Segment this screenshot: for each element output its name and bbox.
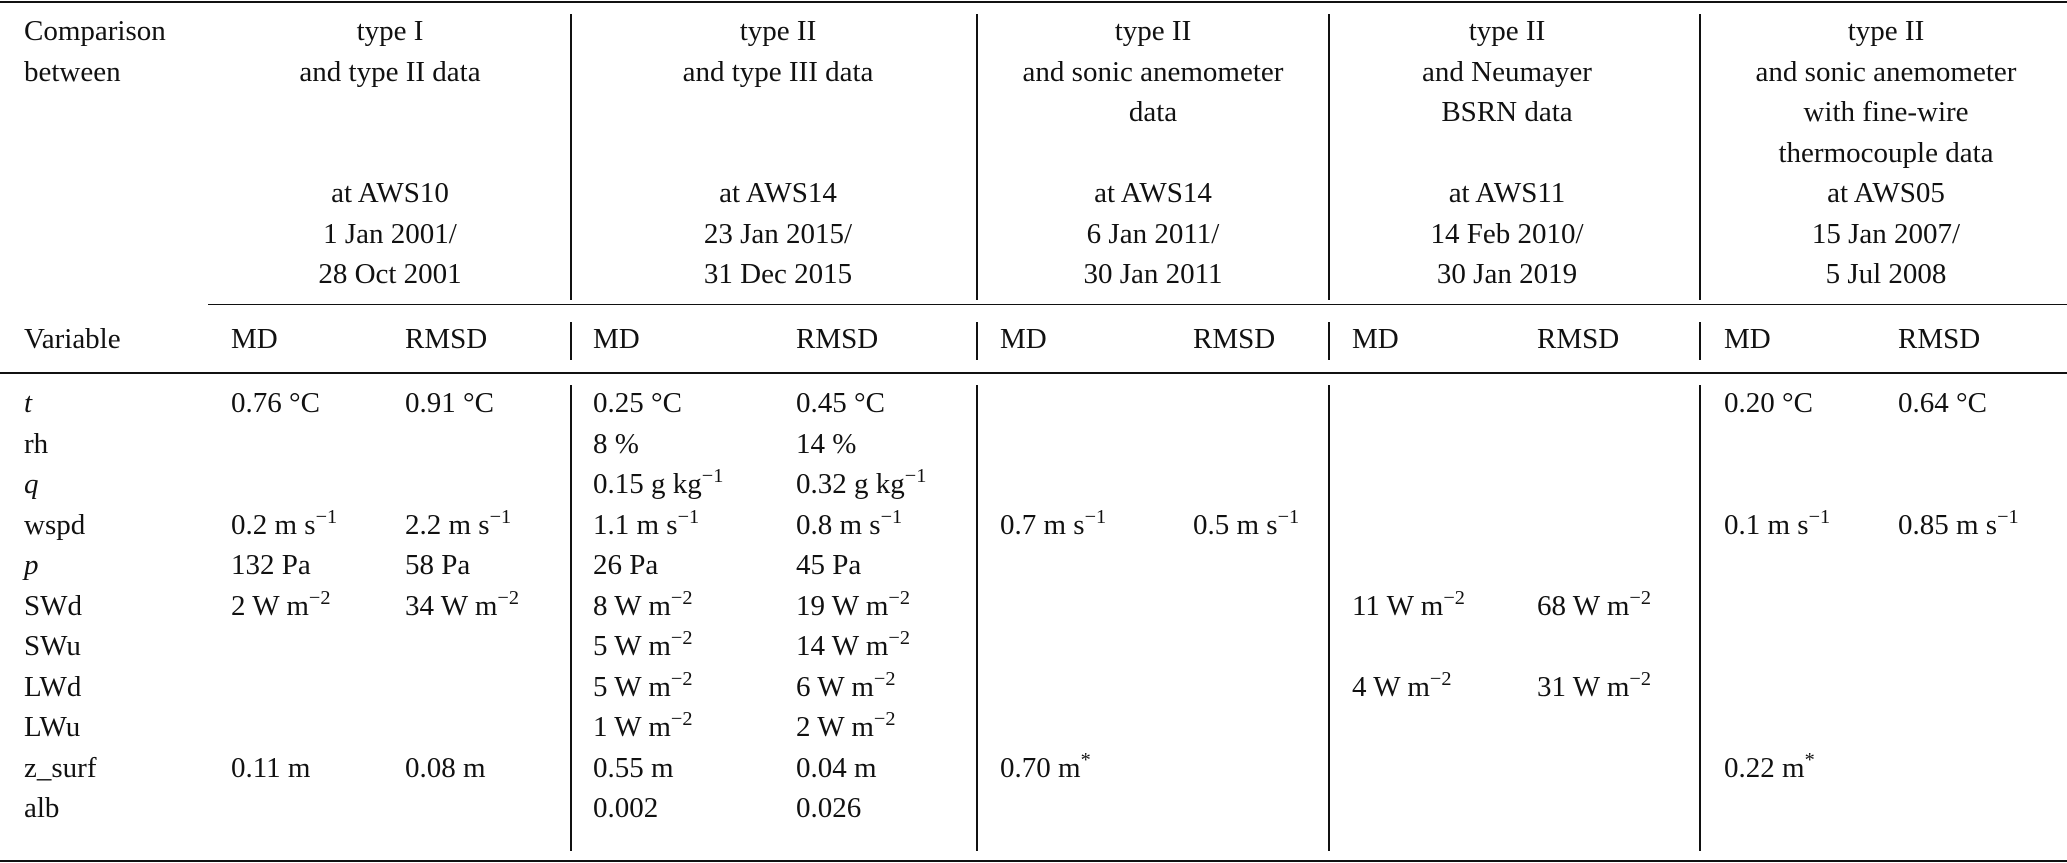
rmsd-value <box>1193 505 1299 546</box>
column-group-header <box>1686 11 2067 295</box>
md-value <box>593 464 723 505</box>
md-value <box>593 748 674 789</box>
md-column-header: MD <box>231 323 278 355</box>
value-superscript: −1 <box>880 505 903 528</box>
group-header-line: 1 Jan 2001/ <box>323 217 457 250</box>
variable-name: t <box>24 387 33 419</box>
column-separator <box>570 322 572 360</box>
group-header-line: data <box>1128 96 1178 128</box>
md-value <box>231 545 311 586</box>
md-value <box>231 383 320 424</box>
group-header-line: and Neumayer <box>1422 55 1592 88</box>
group-header-line: 31 Dec 2015 <box>703 258 853 290</box>
rmsd-value <box>1898 383 1987 424</box>
bottom-rule <box>0 860 2067 862</box>
rmsd-column-header: RMSD <box>1898 323 1981 355</box>
value-text: 45 Pa <box>796 549 862 581</box>
value-text: 1.1 m s <box>593 508 678 541</box>
value-text: 0.45 °C <box>796 387 885 419</box>
column-group-header <box>588 11 968 295</box>
value-text: 0.8 m s <box>796 508 881 541</box>
value-superscript: −2 <box>1443 586 1465 609</box>
md-column-header: MD <box>1724 323 1771 355</box>
rmsd-value <box>405 505 511 546</box>
rmsd-value <box>796 626 910 667</box>
group-header-line: at AWS05 <box>1827 177 1945 209</box>
group-header-line: type II <box>1847 15 1925 47</box>
group-header-line: 15 Jan 2007/ <box>1811 217 1961 250</box>
value-text: 14 % <box>796 427 857 460</box>
value-text: 0.32 g kg <box>796 468 905 500</box>
subheader-rule <box>208 304 2067 305</box>
value-text: 11 W m <box>1352 589 1444 622</box>
value-superscript: −2 <box>888 626 910 649</box>
column-separator <box>976 322 978 360</box>
md-value <box>231 505 337 546</box>
value-text: 0.70 m <box>1000 751 1081 784</box>
column-separator <box>1699 385 1701 851</box>
value-superscript: −2 <box>1429 667 1452 690</box>
value-text: 5 W m <box>593 670 671 703</box>
group-header-line: type II <box>739 15 817 47</box>
column-separator <box>976 385 978 851</box>
value-text: 0.2 m s <box>231 508 316 541</box>
top-rule <box>0 1 2067 3</box>
value-text: 8 W m <box>593 589 671 622</box>
value-text: 0.91 °C <box>405 387 494 419</box>
value-text: 0.7 m s <box>1000 508 1085 541</box>
value-superscript: −1 <box>489 505 512 528</box>
column-separator <box>1328 14 1330 300</box>
md-value <box>593 424 639 465</box>
md-value <box>1724 505 1830 546</box>
value-text: 2.2 m s <box>405 508 490 541</box>
column-group-header <box>963 11 1343 295</box>
rmsd-value <box>796 707 895 748</box>
group-header-line: 28 Oct 2001 <box>318 258 462 290</box>
value-text: 34 W m <box>405 589 498 622</box>
value-superscript: * <box>1804 748 1815 771</box>
md-value <box>1724 748 1815 789</box>
value-text: 2 W m <box>231 589 309 622</box>
md-value <box>593 626 692 667</box>
md-value <box>1352 667 1451 708</box>
group-header-line: thermocouple data <box>1778 136 1994 169</box>
value-text: 0.76 °C <box>231 387 320 419</box>
md-value <box>231 586 330 627</box>
variable-name: SWd <box>24 589 82 622</box>
column-separator <box>570 385 572 851</box>
rmsd-value <box>796 383 885 424</box>
value-superscript: −1 <box>904 464 927 487</box>
md-value <box>593 788 658 829</box>
header-rule <box>0 372 2067 374</box>
value-text: 68 W m <box>1537 589 1630 622</box>
group-header-line: 5 Jul 2008 <box>1825 258 1947 290</box>
comparison-label-line2: between <box>24 55 121 88</box>
value-text: 0.5 m s <box>1193 508 1278 541</box>
value-text: 8 % <box>593 427 639 460</box>
value-superscript: −1 <box>701 464 724 487</box>
variable-name: alb <box>24 792 60 824</box>
md-value <box>1352 586 1465 627</box>
rmsd-column-header: RMSD <box>1537 323 1620 355</box>
value-text: 0.85 m s <box>1898 508 1998 541</box>
value-text: 0.026 <box>796 792 862 824</box>
value-text: 0.15 g kg <box>593 468 702 500</box>
value-text: 0.25 °C <box>593 387 682 419</box>
value-text: 58 Pa <box>405 549 471 581</box>
value-text: 26 Pa <box>593 549 659 581</box>
variable-name: p <box>24 549 39 581</box>
md-value <box>593 707 692 748</box>
md-value <box>593 667 692 708</box>
column-separator <box>1328 322 1330 360</box>
value-text: 5 W m <box>593 630 671 662</box>
column-separator <box>976 14 978 300</box>
group-header-line: and type II data <box>299 55 481 88</box>
group-header-line: type II <box>1468 15 1546 47</box>
rmsd-value <box>405 586 519 627</box>
group-header-line: 30 Jan 2011 <box>1083 258 1223 290</box>
group-header-line: at AWS14 <box>719 177 837 209</box>
rmsd-value <box>796 788 861 829</box>
md-value <box>231 748 310 789</box>
value-superscript: −1 <box>315 505 338 528</box>
group-header-line: 6 Jan 2011/ <box>1086 217 1220 250</box>
value-text: 0.55 m <box>593 751 674 784</box>
rmsd-value <box>796 667 895 708</box>
md-value <box>593 505 699 546</box>
rmsd-value <box>796 545 861 586</box>
md-value <box>1000 748 1091 789</box>
column-separator <box>1699 322 1701 360</box>
variable-name: SWu <box>24 630 81 662</box>
value-superscript: −2 <box>888 586 910 609</box>
group-header-line: type II <box>1114 15 1192 47</box>
value-text: 1 W m <box>593 711 671 743</box>
group-header-line: 23 Jan 2015/ <box>703 217 853 250</box>
value-text: 132 Pa <box>231 549 311 581</box>
value-superscript: −2 <box>670 707 693 730</box>
comparison-label-line1: Comparison <box>24 15 166 47</box>
group-header-line: and sonic anemometer <box>1755 55 2017 88</box>
value-text: 0.08 m <box>405 751 486 784</box>
value-text: 0.20 °C <box>1724 387 1813 419</box>
group-header-line: 14 Feb 2010/ <box>1430 217 1584 250</box>
variable-label: Variable <box>24 323 121 355</box>
rmsd-value <box>796 464 926 505</box>
column-group-header <box>230 11 550 295</box>
variable-name: q <box>24 468 39 500</box>
rmsd-value <box>405 545 470 586</box>
rmsd-value <box>1898 505 2019 546</box>
value-superscript: −2 <box>670 586 693 609</box>
rmsd-column-header: RMSD <box>405 323 488 355</box>
md-column-header: MD <box>1352 323 1399 355</box>
value-text: 14 W m <box>796 630 889 662</box>
group-header-line: with fine-wire <box>1803 96 1969 128</box>
value-text: 0.002 <box>593 792 659 824</box>
variable-name: wspd <box>24 508 86 541</box>
value-text: 2 W m <box>796 711 874 743</box>
group-header-line: at AWS10 <box>331 177 449 209</box>
md-column-header: MD <box>1000 323 1047 355</box>
group-header-line: 30 Jan 2019 <box>1436 258 1578 290</box>
group-header-line: and type III data <box>682 55 874 88</box>
rmsd-column-header: RMSD <box>1193 323 1276 355</box>
column-separator <box>1699 14 1701 300</box>
variable-name: z_surf <box>24 751 97 784</box>
value-text: 0.04 m <box>796 751 877 784</box>
md-column-header: MD <box>593 323 640 355</box>
rmsd-value <box>1537 667 1651 708</box>
value-superscript: −2 <box>873 667 896 690</box>
value-superscript: −2 <box>1629 667 1651 690</box>
value-superscript: −2 <box>873 707 896 730</box>
md-value <box>593 586 692 627</box>
value-superscript: * <box>1080 748 1091 771</box>
md-value <box>1724 383 1813 424</box>
variable-name: LWd <box>24 670 82 703</box>
rmsd-value <box>796 748 877 789</box>
rmsd-value <box>405 383 494 424</box>
rmsd-value <box>796 505 902 546</box>
value-superscript: −1 <box>1997 505 2019 528</box>
md-value <box>593 383 682 424</box>
group-header-line: at AWS11 <box>1448 177 1566 209</box>
value-superscript: −2 <box>308 586 331 609</box>
value-superscript: −1 <box>677 505 700 528</box>
rmsd-value <box>796 424 856 465</box>
column-separator <box>570 14 572 300</box>
group-header-line: at AWS14 <box>1094 177 1212 209</box>
value-superscript: −2 <box>1629 586 1651 609</box>
value-superscript: −2 <box>670 626 693 649</box>
value-text: 4 W m <box>1352 670 1430 703</box>
value-text: 0.64 °C <box>1898 387 1987 419</box>
value-text: 0.1 m s <box>1724 508 1809 541</box>
value-text: 0.11 m <box>231 751 311 784</box>
rmsd-value <box>405 748 486 789</box>
value-text: 19 W m <box>796 589 889 622</box>
value-superscript: −1 <box>1808 505 1831 528</box>
value-superscript: −2 <box>670 667 693 690</box>
column-group-header <box>1337 11 1677 295</box>
value-superscript: −1 <box>1277 505 1300 528</box>
rmsd-value <box>796 586 910 627</box>
column-separator <box>1328 385 1330 851</box>
variable-name: rh <box>24 427 49 460</box>
rmsd-column-header: RMSD <box>796 323 879 355</box>
md-value <box>593 545 658 586</box>
variable-name: LWu <box>24 711 81 743</box>
value-text: 31 W m <box>1537 670 1630 703</box>
md-value <box>1000 505 1106 546</box>
value-superscript: −1 <box>1084 505 1107 528</box>
value-superscript: −2 <box>497 586 519 609</box>
rmsd-value <box>1537 586 1651 627</box>
group-header-line: type I <box>356 15 424 47</box>
value-text: 0.22 m <box>1724 751 1805 784</box>
value-text: 6 W m <box>796 670 874 703</box>
group-header-line: BSRN data <box>1441 96 1573 128</box>
group-header-line: and sonic anemometer <box>1022 55 1284 88</box>
